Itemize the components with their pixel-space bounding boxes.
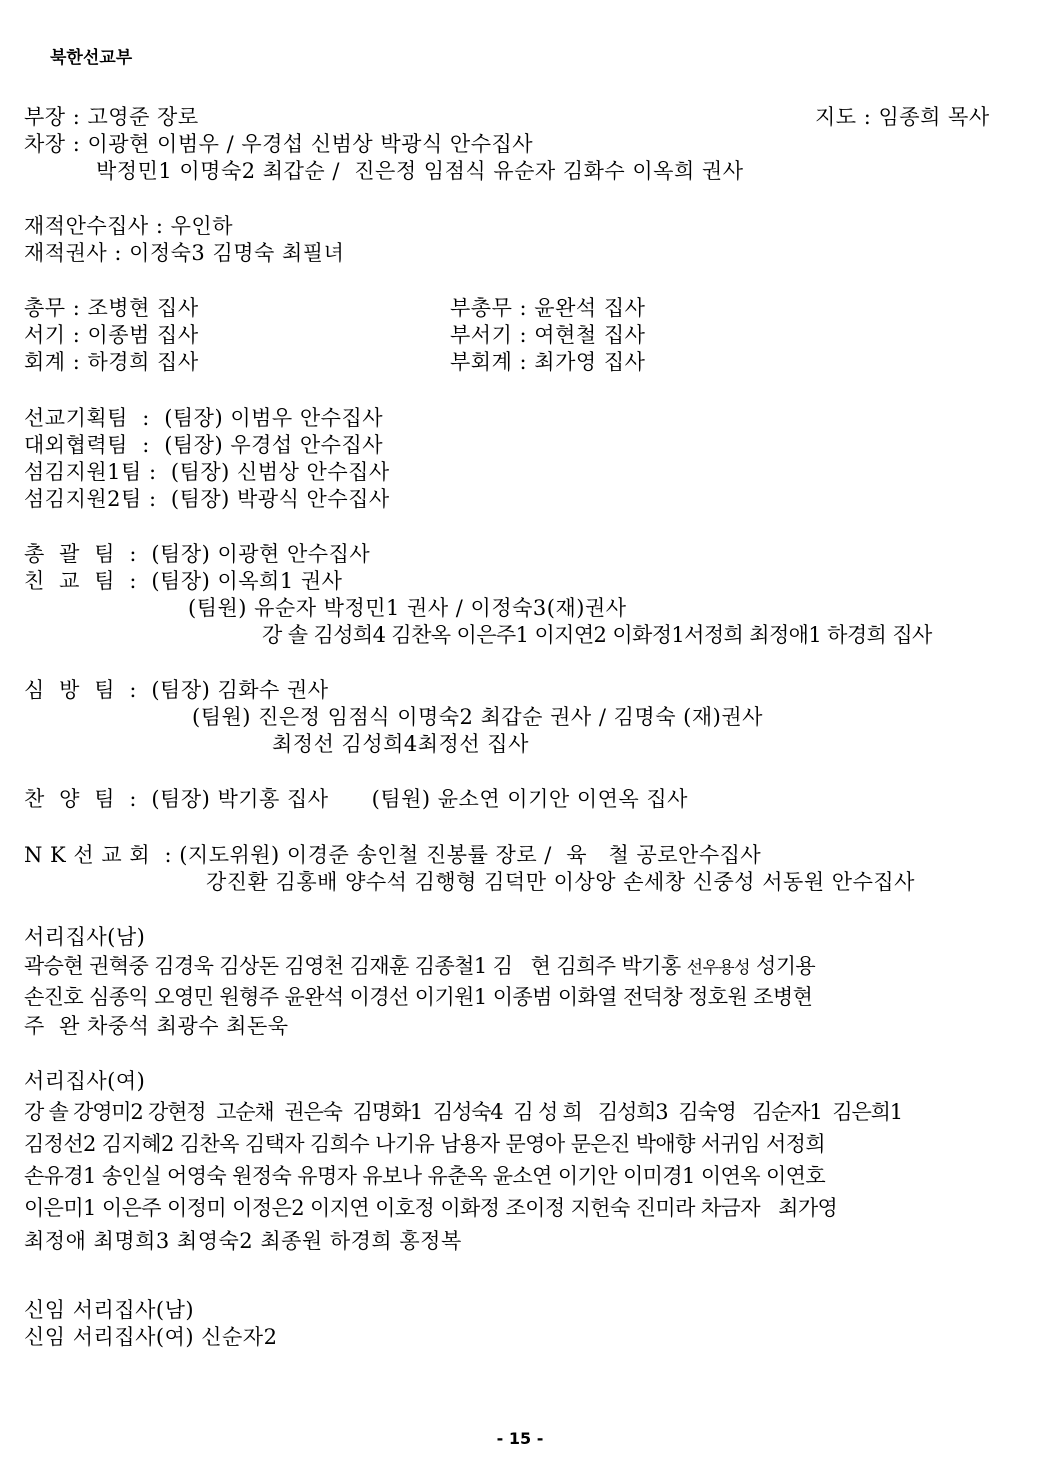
male-names-part-2: 성기용 [749, 954, 816, 978]
team-praise: 찬 양 팀 : (팀장) 박기홍 집사 (팀원) 윤소연 이기안 이연옥 집사 [24, 787, 688, 811]
team-service-support-2: 섬김지원2팀 : (팀장) 박광식 안수집사 [24, 487, 390, 511]
nk-mission-line-1: N K 선 교 회 : (지도위원) 이경준 송인철 진봉률 장로 / 육 철 공로안수집사 [24, 843, 762, 867]
acting-deacons-female-line-1: 강 솔 강영미2 강현정 고순채 권은숙 김명화1 김성숙4 김 성 희 김성희3 김숙영 김순자1 김은희1 [24, 1100, 902, 1124]
team-visitation-leader: 심 방 팀 : (팀장) 김화수 권사 [24, 678, 329, 702]
secretary-general: 총무 : 조병현 집사 [24, 296, 199, 320]
deputy-heads-line-2: 박정민1 이명숙2 최갑순 / 진은정 임점식 유순자 김화수 이옥희 권사 [96, 159, 744, 183]
vice-treasurer: 부회계 : 최가영 집사 [450, 350, 646, 374]
nk-mission-line-2: 강진환 김홍배 양수석 김행형 김덕만 이상앙 손세창 신중성 서동원 안수집사 [206, 870, 915, 894]
acting-deacons-female-title: 서리집사(여) [24, 1069, 146, 1093]
acting-deacons-female-line-4: 이은미1 이은주 이정미 이정은2 이지연 이호정 이화정 조이정 지헌숙 진미라 차금자 최가영 [24, 1196, 838, 1220]
page-number: - 15 - [496, 1429, 544, 1448]
enrolled-deaconess: 재적권사 : 이정숙3 김명숙 최필녀 [24, 241, 345, 265]
treasurer: 회계 : 하경희 집사 [24, 350, 199, 374]
team-visitation-members-2: 최정선 김성희4최정선 집사 [272, 732, 529, 756]
acting-deacons-female-line-2: 김정선2 김지혜2 김찬옥 김택자 김희수 나기유 남용자 문영아 문은진 박애향 서귀임 서정희 [24, 1132, 826, 1156]
enrolled-ordained-deacon: 재적안수집사 : 우인하 [24, 214, 233, 238]
acting-deacons-female-line-5: 최정애 최명희3 최영숙2 최종원 하경희 홍정복 [24, 1229, 462, 1253]
acting-deacons-male-title: 서리집사(남) [24, 925, 146, 949]
acting-deacons-male-line-2: 손진호 심종익 오영민 원형주 윤완석 이경선 이기원1 이종범 이화열 전덕창 정호원 조병현 [24, 985, 813, 1009]
acting-deacons-female-line-3: 손유경1 송인실 어영숙 원정숙 유명자 유보나 유춘옥 윤소연 이기안 이미경1 이연옥 이연호 [24, 1164, 826, 1188]
acting-deacons-male-line-1 [24, 953, 815, 982]
department-head: 부장 : 고영준 장로 [24, 105, 199, 129]
team-fellowship-leader: 친 교 팀 : (팀장) 이옥희1 권사 [24, 569, 343, 593]
vice-secretary-general: 부총무 : 윤완석 집사 [450, 296, 646, 320]
team-general: 총 괄 팀 : (팀장) 이광현 안수집사 [24, 542, 371, 566]
deputy-heads-line-1: 차장 : 이광현 이범우 / 우경섭 신범상 박광식 안수집사 [24, 132, 534, 156]
team-visitation-members-1: (팀원) 진은정 임점식 이명숙2 최갑순 권사 / 김명숙 (재)권사 [192, 705, 763, 729]
team-service-support-1: 섬김지원1팀 : (팀장) 신범상 안수집사 [24, 460, 390, 484]
team-fellowship-members-2: 강 솔 김성희4 김찬옥 이은주1 이지연2 이화정1서정희 최정애1 하경희 집사 [262, 623, 932, 647]
team-mission-planning: 선교기획팀 : (팀장) 이범우 안수집사 [24, 406, 384, 430]
new-acting-deacons-female: 신임 서리집사(여) 신순자2 [24, 1325, 278, 1349]
new-acting-deacons-male: 신임 서리집사(남) [24, 1298, 195, 1322]
advising-pastor: 지도 : 임종희 목사 [815, 105, 990, 129]
section-heading: 북한선교부 [50, 48, 133, 68]
vice-clerk: 부서기 : 여현철 집사 [450, 323, 646, 347]
acting-deacons-male-line-3: 주 완 차중석 최광수 최돈욱 [24, 1014, 289, 1038]
male-names-part-1: 곽승현 권혁중 김경욱 김상돈 김영천 김재훈 김종철1 김 현 김희주 박기홍 [24, 954, 687, 978]
team-external-cooperation: 대외협력팀 : (팀장) 우경섭 안수집사 [24, 433, 384, 457]
team-fellowship-members-1: (팀원) 유순자 박정민1 권사 / 이정숙3(재)권사 [188, 596, 627, 620]
male-names-small: 선우용성 [686, 958, 750, 978]
clerk: 서기 : 이종범 집사 [24, 323, 199, 347]
